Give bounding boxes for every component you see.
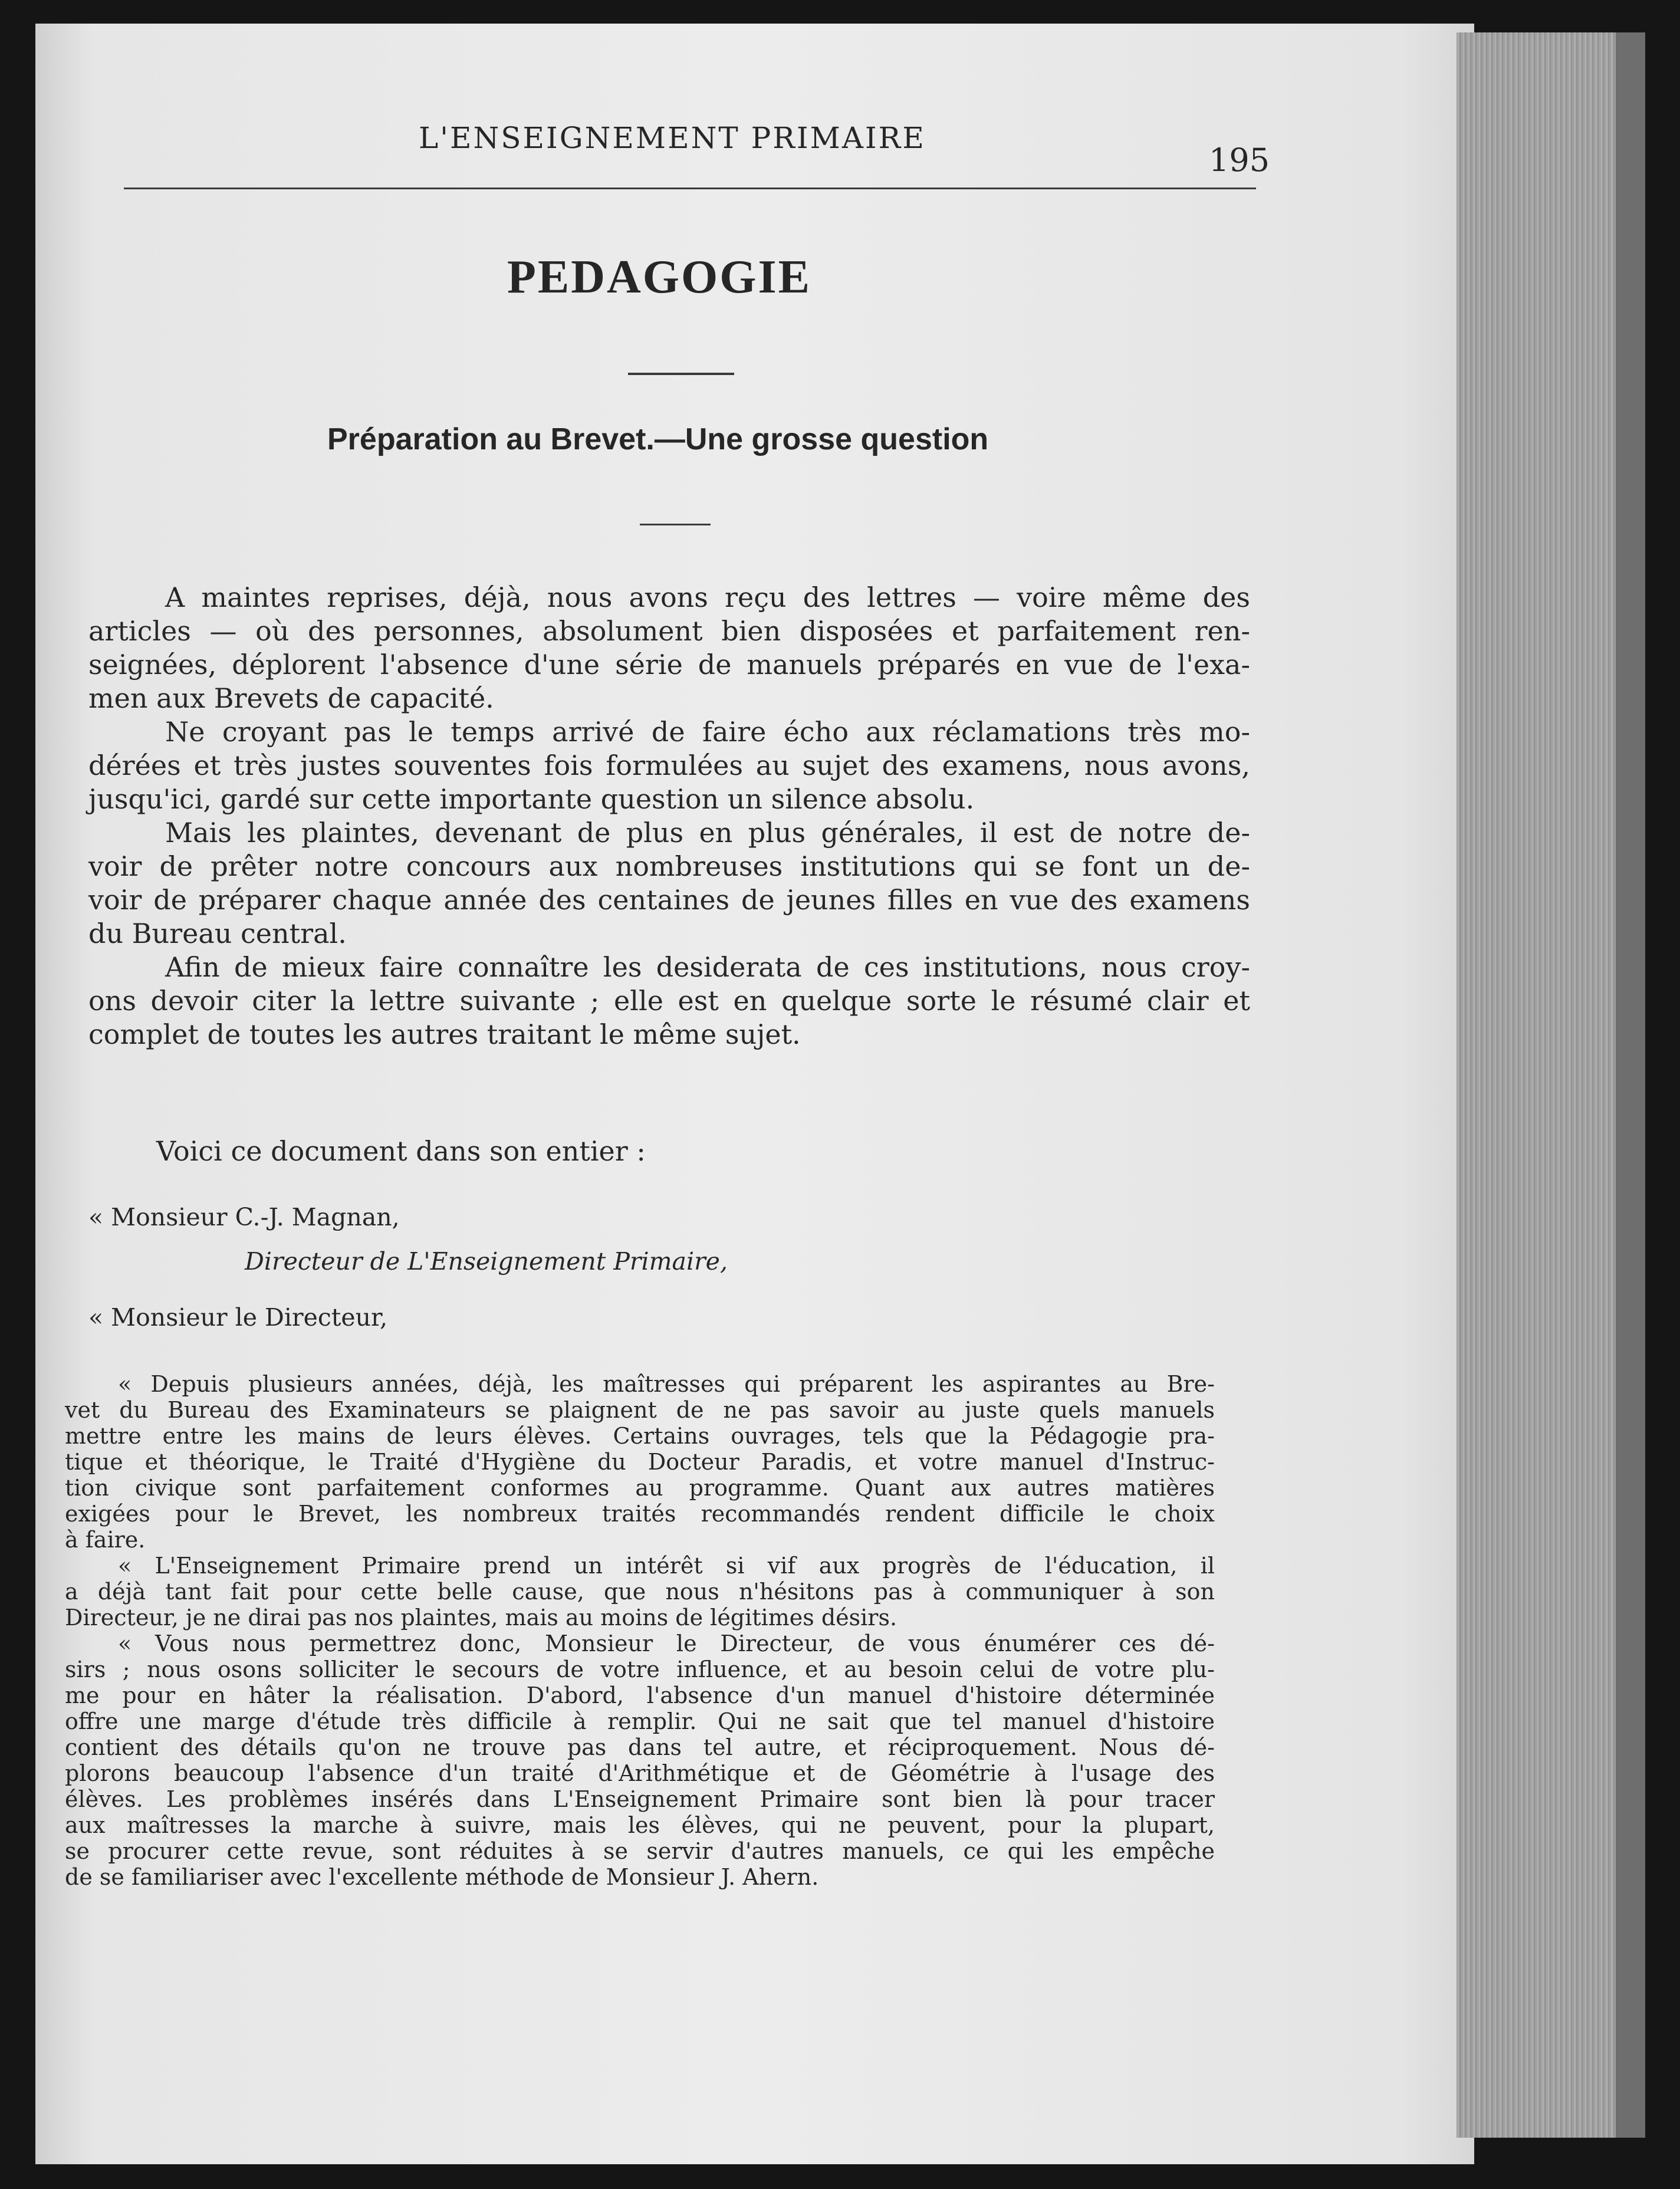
text-line: ons devoir citer la lettre suivante ; elle est en quelque sorte le résumé clair et [88,985,1250,1017]
text-line: « L'Enseignement Primaire prend un intérêt si vif aux progrès de l'éducation, il [118,1553,1215,1579]
running-title: L'ENSEIGNEMENT PRIMAIRE [419,121,926,155]
text-line: complet de toutes les autres traitant le même sujet. [88,1018,801,1050]
text-line: Directeur, je ne dirai pas nos plaintes, mais au moins de légitimes désirs. [65,1605,897,1631]
text-line: Mais les plaintes, devenant de plus en plus générales, il est de notre de- [165,817,1250,849]
letter-text [65,1371,1215,1890]
text-line: Ne croyant pas le temps arrivé de faire écho aux réclamations très mo- [165,716,1250,748]
text-line: du Bureau central. [88,918,347,949]
text-line: me pour en hâter la réalisation. D'abord, l'absence d'un manuel d'histoire déterminée [65,1682,1215,1708]
text-line: voir de préparer chaque année des centaines de jeunes filles en vue des examens [88,884,1250,916]
text-line: contient des détails qu'on ne trouve pas dans tel autre, et réciproquement. Nous dé- [65,1734,1215,1760]
text-line: aux maîtresses la marche à suivre, mais les élèves, qui ne peuvent, pour la plupart, [65,1812,1215,1838]
section-title: PEDAGOGIE [507,251,811,303]
text-line: offre une marge d'étude très difficile à remplir. Qui ne sait que tel manuel d'histoire [65,1708,1215,1734]
book-spine [1616,32,1645,2138]
text-line: « Vous nous permettrez donc, Monsieur le Directeur, de vous énumérer ces dé- [118,1631,1215,1656]
text-line: vet du Bureau des Examinateurs se plaignent de ne pas savoir au juste quels manuels [65,1397,1215,1423]
letter-address: « Monsieur C.-J. Magnan, [88,1203,400,1231]
text-line: tique et théorique, le Traité d'Hygiène du Docteur Paradis, et votre manuel d'Instruc- [65,1449,1215,1475]
text-line: se procurer cette revue, sont réduites à se servir d'autres manuels, ce qui les empêche [65,1838,1215,1864]
article-subtitle: Préparation au Brevet.—Une grosse question [327,422,989,456]
subtitle-rule [640,524,711,525]
text-line: men aux Brevets de capacité. [88,682,494,714]
letter-salutation: « Monsieur le Directeur, [88,1303,388,1332]
text-line: Afin de mieux faire connaître les desiderata de ces institutions, nous croy- [165,951,1250,983]
text-line: jusqu'ici, gardé sur cette importante question un silence absolu. [88,783,975,815]
text-line: dérées et très justes souventes fois formulées au sujet des examens, nous avons, [88,750,1250,781]
text-line: a déjà tant fait pour cette belle cause, que nous n'hésitons pas à communiquer à son [65,1579,1215,1605]
voici-line: Voici ce document dans son entier : [156,1135,646,1167]
text-line: sirs ; nous osons solliciter le secours de votre influence, et au besoin celui de votre plu- [65,1656,1215,1682]
intro-text [88,581,1250,1051]
text-line: de se familiariser avec l'excellente méthode de Monsieur J. Ahern. [65,1864,819,1890]
text-line: seignées, déplorent l'absence d'une série de manuels préparés en vue de l'exa- [88,649,1250,681]
text-line: exigées pour le Brevet, les nombreux traités recommandés rendent difficile le choix [65,1501,1215,1527]
letter-address-title: Directeur de L'Enseignement Primaire, [245,1247,728,1276]
text-line: à faire. [65,1527,146,1553]
text-line: élèves. Les problèmes insérés dans L'Enseignement Primaire sont bien là pour tracer [65,1786,1215,1812]
title-rule [628,373,734,375]
page-number: 195 [1209,142,1270,179]
page-edges [1457,32,1616,2138]
text-line: tion civique sont parfaitement conformes au programme. Quant aux autres matières [65,1475,1215,1501]
header-rule [124,188,1256,189]
text-line: articles — où des personnes, absolument bien disposées et parfaitement ren- [88,615,1250,647]
text-line: mettre entre les mains de leurs élèves. Certains ouvrages, tels que la Pédagogie pra- [65,1423,1215,1449]
text-line: A maintes reprises, déjà, nous avons reçu des lettres — voire même des [165,581,1250,613]
text-line: voir de prêter notre concours aux nombreuses institutions qui se font un de- [88,850,1250,882]
text-line: « Depuis plusieurs années, déjà, les maîtresses qui préparent les aspirantes au Bre- [118,1371,1215,1397]
text-line: plorons beaucoup l'absence d'un traité d'Arithmétique et de Géométrie à l'usage des [65,1760,1215,1786]
